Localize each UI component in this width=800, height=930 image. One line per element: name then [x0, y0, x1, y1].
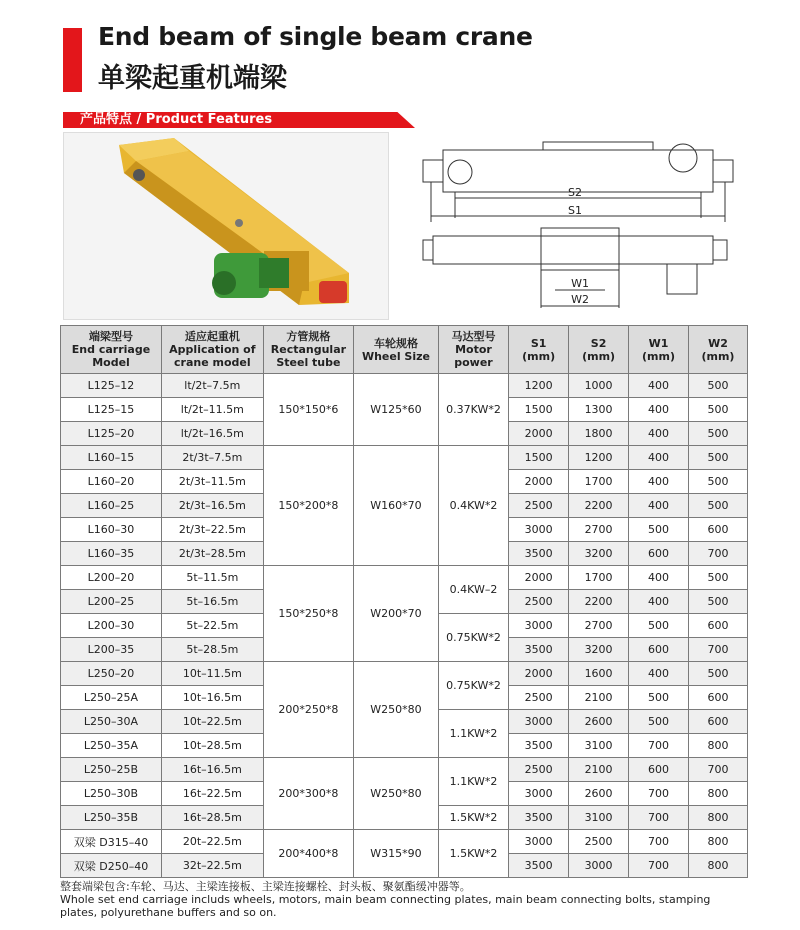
- table-cell: L160–30: [61, 518, 162, 542]
- table-cell: 600: [688, 710, 747, 734]
- table-cell: 2600: [569, 710, 629, 734]
- table-cell: 1200: [569, 446, 629, 470]
- table-row: [61, 374, 748, 398]
- table-cell: 2100: [569, 686, 629, 710]
- table-cell: L160–20: [61, 470, 162, 494]
- table-cell: 700: [629, 806, 689, 830]
- label-w1: W1: [571, 277, 589, 290]
- table-cell: 600: [688, 686, 747, 710]
- table-cell: 500: [688, 662, 747, 686]
- table-cell: 双梁 D315–40: [61, 830, 162, 854]
- table-cell: 2500: [509, 758, 569, 782]
- column-header: 车轮规格 Wheel Size: [354, 326, 439, 374]
- table-cell: 3500: [509, 854, 569, 878]
- table-cell: 400: [629, 374, 689, 398]
- table-cell: 500: [688, 470, 747, 494]
- table-cell: 500: [688, 398, 747, 422]
- table-cell: 0.37KW*2: [438, 374, 508, 446]
- table-row: [61, 758, 748, 782]
- table-cell: 400: [629, 422, 689, 446]
- table-cell: 1.5KW*2: [438, 830, 508, 878]
- table-cell: 2200: [569, 494, 629, 518]
- table-cell: 3500: [509, 806, 569, 830]
- table-cell: 2t/3t–16.5m: [161, 494, 263, 518]
- table-cell: 10t–28.5m: [161, 734, 263, 758]
- table-cell: 2000: [509, 422, 569, 446]
- table-cell: 500: [629, 614, 689, 638]
- footer-note: [60, 880, 750, 919]
- table-cell: 1500: [509, 398, 569, 422]
- table-cell: 400: [629, 470, 689, 494]
- column-header: 方管规格 Rectangular Steel tube: [263, 326, 353, 374]
- table-cell: 2500: [569, 830, 629, 854]
- table-cell: 150*200*8: [263, 446, 353, 566]
- table-cell: 500: [688, 566, 747, 590]
- table-cell: 200*250*8: [263, 662, 353, 758]
- table-row: [61, 830, 748, 854]
- table-cell: 双梁 D250–40: [61, 854, 162, 878]
- table-cell: 600: [629, 758, 689, 782]
- table-cell: 1700: [569, 470, 629, 494]
- table-cell: W160*70: [354, 446, 439, 566]
- table-cell: lt/2t–16.5m: [161, 422, 263, 446]
- table-cell: 200*400*8: [263, 830, 353, 878]
- table-cell: 0.75KW*2: [438, 662, 508, 710]
- table-cell: L250–20: [61, 662, 162, 686]
- table-cell: L200–20: [61, 566, 162, 590]
- table-cell: 700: [629, 782, 689, 806]
- table-cell: 800: [688, 806, 747, 830]
- table-cell: L250–35B: [61, 806, 162, 830]
- table-cell: W125*60: [354, 374, 439, 446]
- table-cell: 16t–16.5m: [161, 758, 263, 782]
- table-cell: 400: [629, 566, 689, 590]
- table-cell: 3500: [509, 734, 569, 758]
- table-cell: 800: [688, 854, 747, 878]
- column-header: S2 (mm): [569, 326, 629, 374]
- table-cell: 1300: [569, 398, 629, 422]
- table-cell: 800: [688, 782, 747, 806]
- footer-note-cn: 整套端梁包含:车轮、马达、主梁连接板、主梁连接螺栓、封头板、聚氨酯缓冲器等。: [60, 880, 471, 893]
- table-cell: 3000: [509, 518, 569, 542]
- table-cell: 1.5KW*2: [438, 806, 508, 830]
- table-cell: 1500: [509, 446, 569, 470]
- table-cell: 10t–16.5m: [161, 686, 263, 710]
- table-cell: 700: [688, 758, 747, 782]
- table-cell: 2t/3t–22.5m: [161, 518, 263, 542]
- column-header: 端梁型号 End carriage Model: [61, 326, 162, 374]
- table-cell: L250–25B: [61, 758, 162, 782]
- table-cell: 600: [688, 614, 747, 638]
- table-cell: 150*250*8: [263, 566, 353, 662]
- table-cell: 2t/3t–28.5m: [161, 542, 263, 566]
- table-cell: 2000: [509, 662, 569, 686]
- table-cell: 2100: [569, 758, 629, 782]
- table-cell: 400: [629, 494, 689, 518]
- table-cell: 2000: [509, 566, 569, 590]
- table-cell: L200–25: [61, 590, 162, 614]
- table-cell: L250–35A: [61, 734, 162, 758]
- table-cell: L250–25A: [61, 686, 162, 710]
- column-header: 适应起重机 Application of crane model: [161, 326, 263, 374]
- table-cell: L250–30B: [61, 782, 162, 806]
- table-cell: 3200: [569, 638, 629, 662]
- table-cell: 700: [629, 734, 689, 758]
- table-cell: L160–15: [61, 446, 162, 470]
- end-beam-illustration: [64, 133, 388, 319]
- table-cell: L160–35: [61, 542, 162, 566]
- column-header: 马达型号 Motor power: [438, 326, 508, 374]
- table-cell: 20t–22.5m: [161, 830, 263, 854]
- table-cell: 3500: [509, 638, 569, 662]
- table-cell: 2600: [569, 782, 629, 806]
- table-cell: 600: [688, 518, 747, 542]
- table-cell: 16t–22.5m: [161, 782, 263, 806]
- column-header: W2 (mm): [688, 326, 747, 374]
- table-cell: 700: [629, 854, 689, 878]
- table-cell: 2t/3t–11.5m: [161, 470, 263, 494]
- table-cell: 5t–11.5m: [161, 566, 263, 590]
- table-cell: 800: [688, 734, 747, 758]
- table-cell: 2500: [509, 494, 569, 518]
- label-s2: S2: [568, 186, 582, 199]
- spec-table-header: [61, 326, 748, 374]
- table-cell: 2000: [509, 470, 569, 494]
- table-cell: 500: [629, 686, 689, 710]
- product-photo: [63, 132, 389, 320]
- spec-table: [60, 325, 748, 878]
- page-title-cn: 单梁起重机端梁: [98, 63, 287, 94]
- table-cell: 0.75KW*2: [438, 614, 508, 662]
- features-label: 产品特点 / Product Features: [80, 112, 273, 127]
- table-cell: L125–15: [61, 398, 162, 422]
- table-row: [61, 662, 748, 686]
- table-cell: W200*70: [354, 566, 439, 662]
- label-s1: S1: [568, 204, 582, 217]
- table-cell: lt/2t–7.5m: [161, 374, 263, 398]
- table-cell: 32t–22.5m: [161, 854, 263, 878]
- table-cell: 1.1KW*2: [438, 710, 508, 758]
- table-cell: 0.4KW*2: [438, 446, 508, 566]
- table-cell: 1.1KW*2: [438, 758, 508, 806]
- table-cell: 500: [688, 374, 747, 398]
- column-header: W1 (mm): [629, 326, 689, 374]
- table-cell: W250*80: [354, 758, 439, 830]
- table-cell: L200–30: [61, 614, 162, 638]
- table-cell: 2t/3t–7.5m: [161, 446, 263, 470]
- table-cell: 3500: [509, 542, 569, 566]
- table-cell: 700: [688, 638, 747, 662]
- table-cell: L160–25: [61, 494, 162, 518]
- table-cell: 3200: [569, 542, 629, 566]
- table-cell: 16t–28.5m: [161, 806, 263, 830]
- column-header: S1 (mm): [509, 326, 569, 374]
- table-cell: 500: [688, 494, 747, 518]
- table-cell: 1700: [569, 566, 629, 590]
- table-cell: 600: [629, 638, 689, 662]
- table-cell: 400: [629, 590, 689, 614]
- table-cell: 2500: [509, 686, 569, 710]
- table-cell: 3000: [509, 830, 569, 854]
- table-cell: 700: [688, 542, 747, 566]
- table-cell: 500: [688, 590, 747, 614]
- table-cell: 700: [629, 830, 689, 854]
- spec-table-body: [61, 374, 748, 878]
- table-cell: W315*90: [354, 830, 439, 878]
- table-cell: 400: [629, 398, 689, 422]
- table-cell: 3000: [509, 782, 569, 806]
- table-cell: 1200: [509, 374, 569, 398]
- table-cell: lt/2t–11.5m: [161, 398, 263, 422]
- table-row: [61, 446, 748, 470]
- table-cell: 3100: [569, 734, 629, 758]
- table-cell: 10t–22.5m: [161, 710, 263, 734]
- title-accent-bar: [63, 28, 82, 92]
- table-cell: 400: [629, 662, 689, 686]
- table-row: [61, 566, 748, 590]
- table-cell: 3000: [509, 614, 569, 638]
- table-cell: 5t–22.5m: [161, 614, 263, 638]
- table-cell: 500: [629, 710, 689, 734]
- table-cell: 1800: [569, 422, 629, 446]
- technical-drawing: [415, 130, 745, 322]
- table-cell: 0.4KW–2: [438, 566, 508, 614]
- label-w2: W2: [571, 293, 589, 306]
- table-cell: 1600: [569, 662, 629, 686]
- table-cell: 5t–28.5m: [161, 638, 263, 662]
- table-cell: 5t–16.5m: [161, 590, 263, 614]
- table-cell: 10t–11.5m: [161, 662, 263, 686]
- table-cell: 3000: [569, 854, 629, 878]
- table-cell: 400: [629, 446, 689, 470]
- page-title-en: End beam of single beam crane: [98, 22, 533, 51]
- table-cell: 2500: [509, 590, 569, 614]
- table-cell: W250*80: [354, 662, 439, 758]
- table-cell: 3100: [569, 806, 629, 830]
- table-cell: 2700: [569, 518, 629, 542]
- table-cell: L250–30A: [61, 710, 162, 734]
- table-cell: 500: [688, 446, 747, 470]
- table-cell: L200–35: [61, 638, 162, 662]
- table-cell: 3000: [509, 710, 569, 734]
- table-cell: 1000: [569, 374, 629, 398]
- table-cell: L125–12: [61, 374, 162, 398]
- footer-note-en: Whole set end carriage includs wheels, motors, main beam connecting plates, main beam connecting bolts, stamping plates, polyurethane buffers and so on.: [60, 893, 711, 919]
- table-cell: 500: [629, 518, 689, 542]
- table-cell: 150*150*6: [263, 374, 353, 446]
- table-cell: 200*300*8: [263, 758, 353, 830]
- table-cell: L125–20: [61, 422, 162, 446]
- table-cell: 600: [629, 542, 689, 566]
- table-cell: 500: [688, 422, 747, 446]
- table-cell: 800: [688, 830, 747, 854]
- table-cell: 2700: [569, 614, 629, 638]
- table-cell: 2200: [569, 590, 629, 614]
